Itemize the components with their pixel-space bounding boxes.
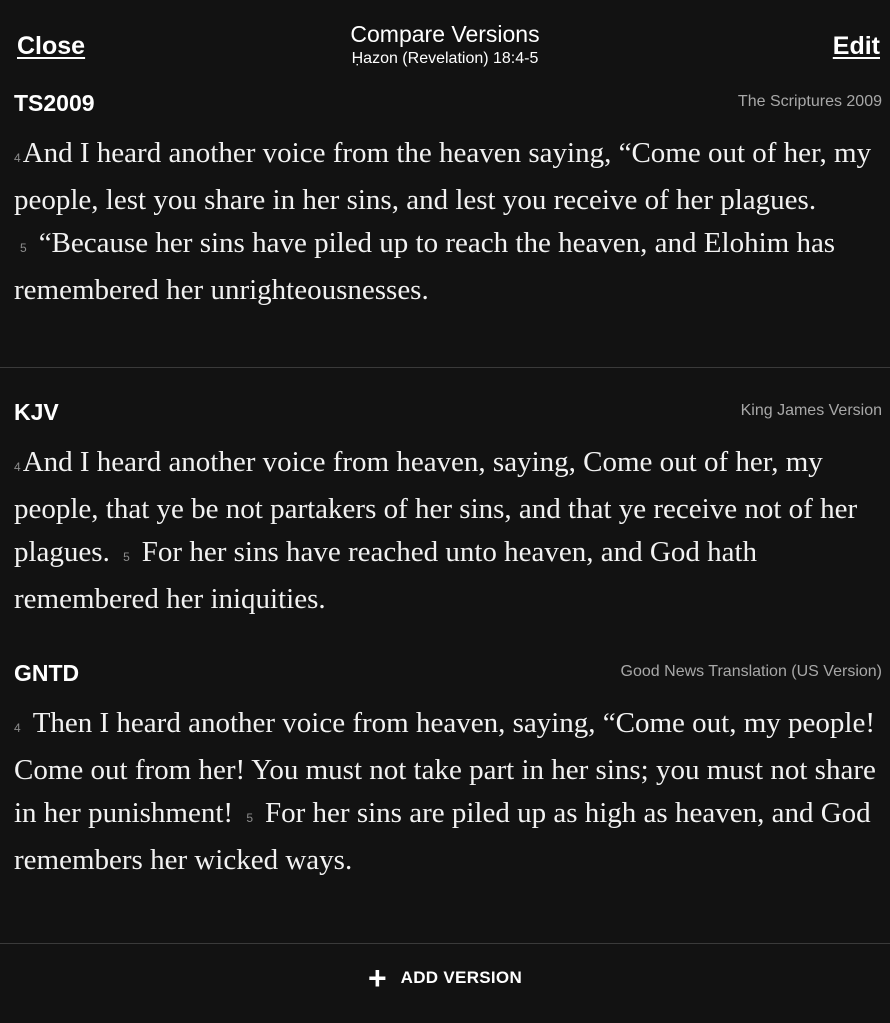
verse-content: For her sins have reached unto heaven, and God hath remembered her iniquities. bbox=[14, 535, 758, 615]
plus-icon: + bbox=[367, 960, 387, 996]
add-version-button[interactable] bbox=[0, 962, 890, 994]
verse-text bbox=[14, 441, 876, 620]
passage-reference: Ḥazon (Revelation) 18:4-5 bbox=[351, 50, 539, 67]
version-card-ts2009[interactable] bbox=[0, 86, 890, 311]
version-full-name: King James Version bbox=[740, 402, 882, 419]
version-abbreviation: GNTD bbox=[14, 660, 80, 686]
verse-number: 5 bbox=[246, 810, 254, 825]
version-abbreviation: KJV bbox=[14, 399, 59, 425]
verse-content: For her sins are piled up as high as heaven, and God remembers her wicked ways. bbox=[14, 796, 871, 876]
header-title-block bbox=[245, 20, 645, 69]
header bbox=[0, 0, 890, 82]
version-card-gntd[interactable] bbox=[0, 656, 890, 881]
verse-number: 4 bbox=[14, 460, 21, 474]
verse-text bbox=[14, 702, 876, 881]
add-version-label: ADD VERSION bbox=[400, 968, 523, 987]
verse-number: 5 bbox=[20, 240, 27, 255]
verse-content: And I heard another voice from heaven, saying, Come out of her, my people, that ye be not partakers of her sins, and that ye receive not of her plagues. bbox=[14, 446, 858, 568]
version-full-name: The Scriptures 2009 bbox=[737, 93, 882, 110]
version-abbreviation: TS2009 bbox=[14, 90, 95, 116]
close-button[interactable]: Close bbox=[17, 32, 86, 60]
verse-content: “Because her sins have piled up to reach the heaven, and Elohim has remembered her unrighteousnesses. bbox=[14, 226, 836, 306]
add-version-content bbox=[368, 962, 522, 994]
verse-number: 5 bbox=[123, 549, 130, 564]
verse-number: 4 bbox=[14, 151, 21, 165]
verse-content: Then I heard another voice from heaven, saying, “Come out, my people! Come out from her! You must not take part in her sins; you must not share in her punishment! bbox=[14, 707, 876, 829]
version-card-kjv[interactable] bbox=[0, 395, 890, 620]
version-header bbox=[0, 86, 890, 120]
divider bbox=[0, 943, 890, 944]
version-header bbox=[0, 656, 890, 690]
version-full-name: Good News Translation (US Version) bbox=[620, 663, 882, 680]
verse-text bbox=[14, 132, 876, 311]
page-title: Compare Versions bbox=[350, 21, 540, 47]
verse-content: And I heard another voice from the heaven saying, “Come out of her, my people, lest you share in her sins, and lest you receive of her plagues. bbox=[14, 137, 872, 217]
verse-number: 4 bbox=[14, 721, 21, 735]
version-header bbox=[0, 395, 890, 429]
divider bbox=[0, 367, 890, 368]
edit-button[interactable]: Edit bbox=[832, 32, 880, 60]
